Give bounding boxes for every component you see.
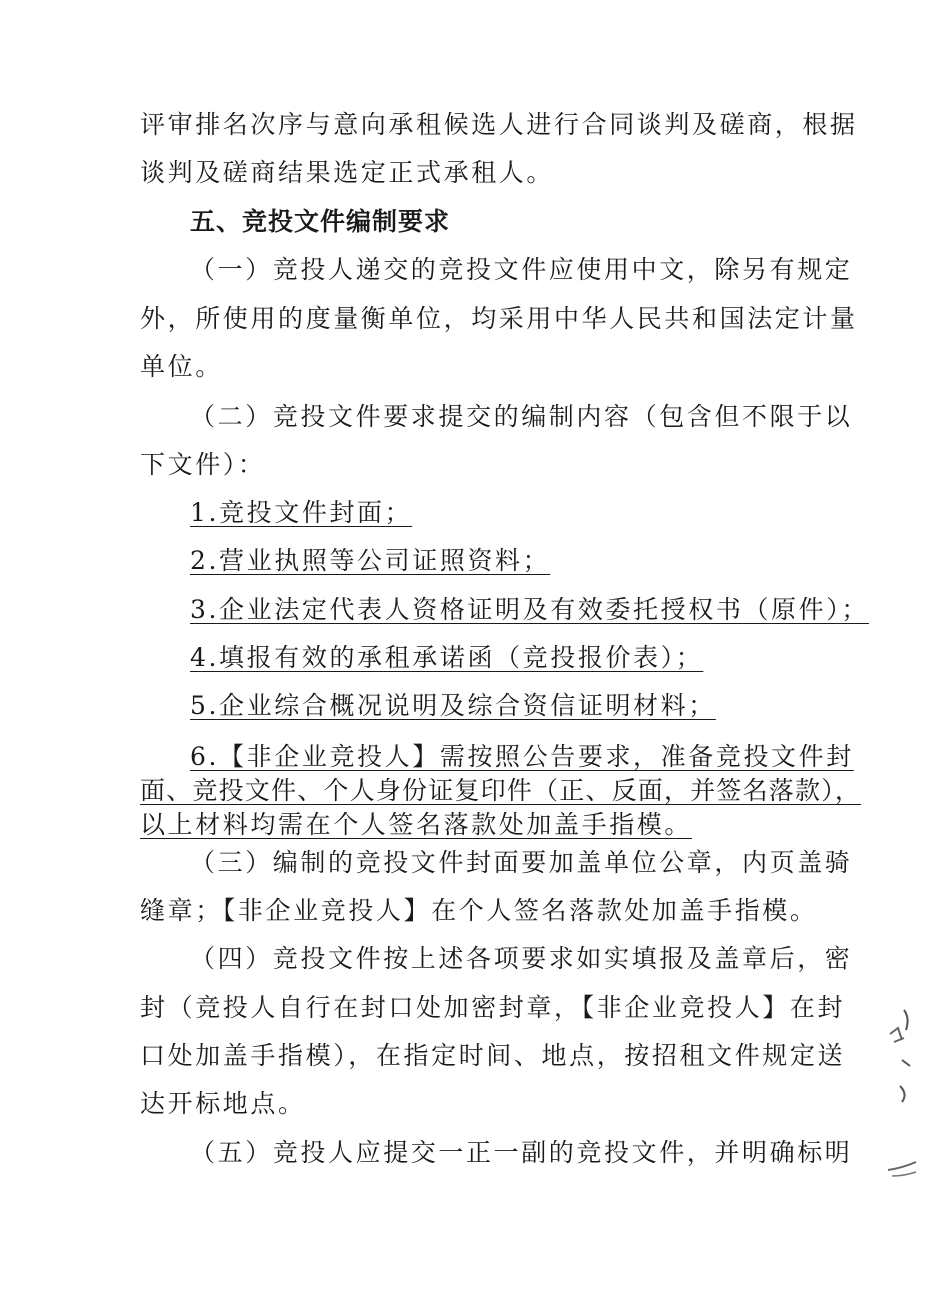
paragraph-line: （二）竞投文件要求提交的编制内容（包含但不限于以 <box>190 402 853 431</box>
paragraph-line: 谈判及磋商结果选定正式承租人。 <box>140 158 555 187</box>
paragraph-line: （一）竞投人递交的竞投文件应使用中文，除另有规定 <box>190 255 853 284</box>
list-item-text: 6.【非企业竞投人】需按照公告要求，准备竞投文件封 <box>190 742 854 771</box>
paragraph-line: 缝章；【非企业竞投人】在个人签名落款处加盖手指模。 <box>140 896 818 925</box>
list-item-continuation <box>140 810 692 840</box>
paragraph-line: 下文件）： <box>140 450 266 479</box>
list-item-continuation <box>140 776 861 806</box>
paragraph-line: 封（竞投人自行在封口处加密封章，【非企业竞投人】在封 <box>140 993 846 1022</box>
paragraph-line: （三）编制的竞投文件封面要加盖单位公章，内页盖骑 <box>190 848 853 877</box>
list-item-text: 5.企业综合概况说明及综合资信证明材料； <box>190 691 716 720</box>
list-item-text: 4.填报有效的承租承诺函（竞投报价表）； <box>190 643 704 672</box>
list-item <box>190 498 418 528</box>
paragraph-line: （五）竞投人应提交一正一副的竞投文件，并明确标明 <box>190 1138 853 1167</box>
list-item <box>190 643 709 673</box>
list-item-text: 1.竞投文件封面； <box>190 498 413 527</box>
list-item-text: 以上材料均需在个人签名落款处加盖手指模。 <box>140 810 693 839</box>
list-item <box>190 691 722 721</box>
paragraph-line: 口处加盖手指模），在指定时间、地点，按招租文件规定送 <box>140 1041 846 1070</box>
list-item <box>190 742 854 772</box>
list-item-text: 2.营业执照等公司证照资料； <box>190 546 551 575</box>
list-item <box>190 546 556 576</box>
paragraph-line: 外，所使用的度量衡单位，均采用中华人民共和国法定计量 <box>140 304 858 333</box>
seal-stamp-edge-icon <box>880 990 920 1200</box>
list-item-text: 3.企业法定代表人资格证明及有效委托授权书（原件）； <box>190 595 869 624</box>
paragraph-line: 评审排名次序与意向承租候选人进行合同谈判及磋商，根据 <box>140 110 858 139</box>
paragraph-line: 单位。 <box>140 352 223 381</box>
list-item-text: 面、竞投文件、个人身份证复印件（正、反面，并签名落款）， <box>140 776 862 805</box>
section-heading: 五、竞投文件编制要求 <box>190 207 451 236</box>
list-item <box>190 595 869 625</box>
paragraph-line: （四）竞投文件按上述各项要求如实填报及盖章后，密 <box>190 944 853 973</box>
paragraph-line: 达开标地点。 <box>140 1089 306 1118</box>
